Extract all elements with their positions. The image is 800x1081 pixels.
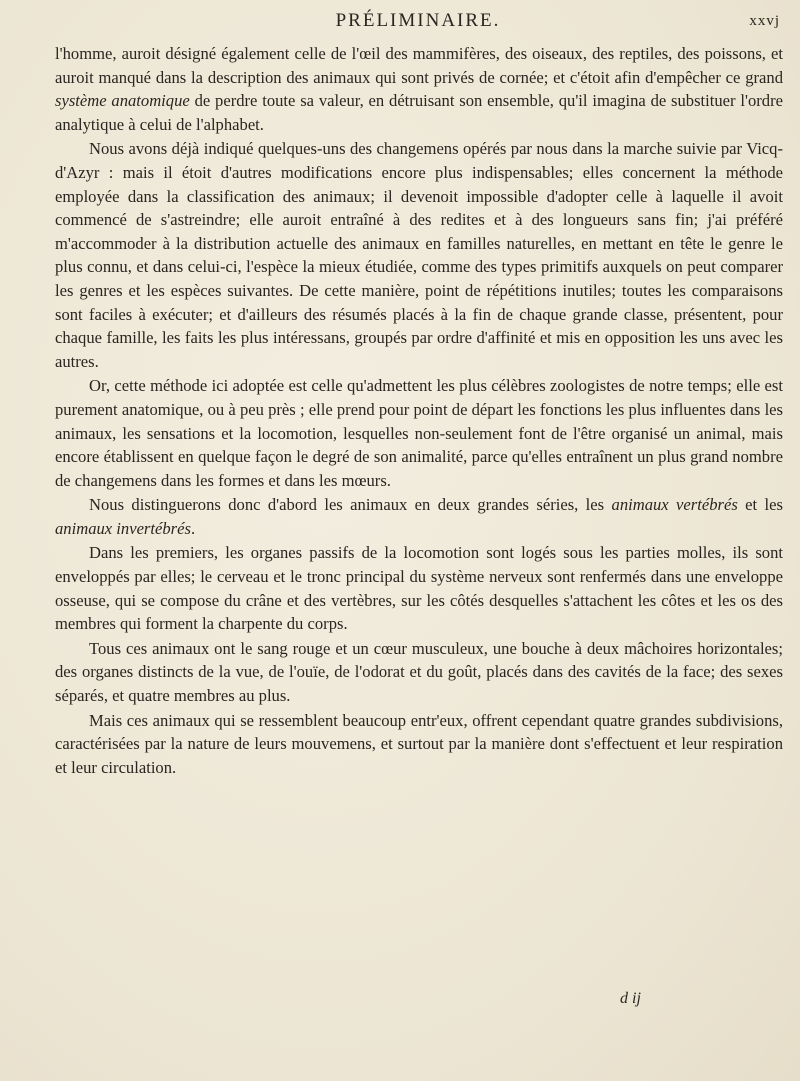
paragraph-1-text-a: l'homme, auroit désigné également celle de l'œil des mammifères, des oiseaux, des reptiles, des poissons, et auroit manqué dans la description des animaux qui sont privés de cornée; et c'étoit afin d'empêcher ce grand bbox=[55, 44, 783, 87]
paragraph-5: Dans les premiers, les organes passifs de la locomotion sont logés sous les parties molles, ils sont enveloppés par elles; le cerveau et le tronc principal du système nerveux sont renfermés dans une enveloppe osseuse, qui se compose du crâne et des vertèbres, sur les côtés desquelles s'attachent les côtes et les os des membres qui forment la charpente du corps. bbox=[55, 543, 783, 634]
paragraph-2: Nous avons déjà indiqué quelques-uns des changemens opérés par nous dans la marche suivie par Vicq-d'Azyr : mais il étoit d'autres modifications encore plus indispensables; elles concernent la méthode employée dans la classification des animaux; il devenoit impossible d'adopter celle à laquelle il avoit commencé de s'astreindre; elle auroit entraîné à des redites et à des longueurs sans fin; j'ai préféré m'accommoder à la distribution actuelle des animaux en familles naturelles, en mettant en tête le genre le plus connu, et dans celui-ci, l'espèce la mieux étudiée, comme des types primitifs auxquels on peut comparer les genres et les espèces suivantes. De cette manière, point de répétitions inutiles; toutes les comparaisons sont faciles à exécuter; et d'ailleurs des résumés placés à la fin de chaque grande classe, présentent, pour chaque famille, les faits les plus intéressans, groupés par ordre d'affinité et mis en opposition les uns avec les autres. bbox=[55, 139, 783, 371]
page-number: xxvj bbox=[749, 13, 780, 29]
body-text bbox=[55, 42, 783, 779]
running-title: PRÉLIMINAIRE. bbox=[335, 10, 501, 31]
paragraph-7: Mais ces animaux qui se ressemblent beaucoup entr'eux, offrent cependant quatre grandes subdivisions, caractérisées par la nature de leurs mouvemens, et surtout par la manière dont s'effectuent et leur respiration et leur circulation. bbox=[55, 710, 783, 777]
italic-term-systeme-anatomique: système anatomique bbox=[55, 91, 190, 111]
paragraph-4-text-e: . bbox=[190, 518, 196, 538]
paragraph-4-text-a: Nous distinguerons donc d'abord les animaux en deux grandes séries, les bbox=[89, 495, 612, 515]
page-header bbox=[56, 10, 780, 44]
paragraph-4-text-c: et les bbox=[737, 495, 783, 515]
italic-term-invertebres: animaux invertébrés bbox=[55, 518, 191, 538]
paragraph-1 bbox=[55, 42, 783, 136]
paragraph-3: Or, cette méthode ici adoptée est celle qu'admettent les plus célèbres zoologistes de notre temps; elle est purement anatomique, ou à peu près ; elle prend pour point de départ les fonctions les plus influentes dans les animaux, les sensations et la locomotion, lesquelles non-seulement font de l'être organisé un animal, mais encore établissent en quelque façon le degré de son animalité, parce qu'elles entraînent un plus grand nombre de changemens dans les formes et dans les mœurs. bbox=[55, 376, 783, 490]
paragraph-1-text-c: de perdre toute sa valeur, en détruisant son ensemble, qu'il imagina de substituer l'ordre analytique à celui de l'alphabet. bbox=[55, 91, 783, 134]
signature-mark: d ij bbox=[620, 990, 641, 1007]
paragraph-6: Tous ces animaux ont le sang rouge et un cœur musculeux, une bouche à deux mâchoires horizontales; des organes distincts de la vue, de l'ouïe, de l'odorat et du goût, placés dans des cavités de la face; des sexes séparés, et quatre membres au plus. bbox=[55, 638, 783, 706]
italic-term-vertebres: animaux vertébrés bbox=[611, 495, 738, 515]
paragraph-4 bbox=[55, 493, 783, 540]
